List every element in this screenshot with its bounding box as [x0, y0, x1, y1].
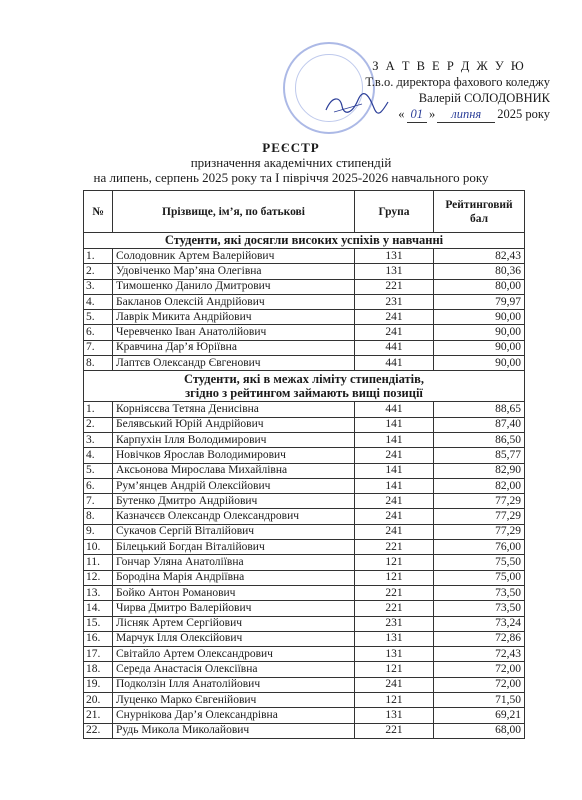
row-name: Кравчина Дар’я Юріївна	[113, 340, 355, 355]
table-row	[84, 708, 525, 723]
row-name: Бакланов Олексій Андрійович	[113, 294, 355, 309]
table-row	[84, 616, 525, 631]
table-row	[84, 294, 525, 309]
row-group: 121	[355, 555, 434, 570]
row-num: 2.	[84, 417, 113, 432]
row-name: Світайло Артем Олександрович	[113, 647, 355, 662]
row-score: 80,00	[434, 279, 525, 294]
row-group: 141	[355, 478, 434, 493]
table-row	[84, 601, 525, 616]
row-group: 131	[355, 647, 434, 662]
row-num: 18.	[84, 662, 113, 677]
row-score: 75,00	[434, 570, 525, 585]
table-row	[84, 524, 525, 539]
row-group: 241	[355, 524, 434, 539]
row-score: 86,50	[434, 432, 525, 447]
row-name: Казначєєв Олександр Олександрович	[113, 509, 355, 524]
row-name: Рудь Микола Миколайович	[113, 723, 355, 738]
row-group: 221	[355, 585, 434, 600]
section-row	[84, 233, 525, 249]
section-title-2-line-1: Студенти, які в межах ліміту стипендіатів,	[183, 372, 425, 387]
row-name: Тимошенко Данило Дмитрович	[113, 279, 355, 294]
row-score: 77,29	[434, 524, 525, 539]
row-score: 85,77	[434, 448, 525, 463]
row-score: 82,43	[434, 249, 525, 264]
document-header	[0, 140, 582, 185]
table-row	[84, 463, 525, 478]
row-group: 121	[355, 570, 434, 585]
date-year: 2025 року	[497, 107, 550, 121]
table-row	[84, 585, 525, 600]
row-num: 21.	[84, 708, 113, 723]
row-num: 6.	[84, 478, 113, 493]
table-row	[84, 279, 525, 294]
table-row	[84, 402, 525, 417]
row-num: 17.	[84, 647, 113, 662]
row-name: Марчук Ілля Олексійович	[113, 631, 355, 646]
table-row	[84, 310, 525, 325]
table-row	[84, 494, 525, 509]
row-score: 79,97	[434, 294, 525, 309]
row-group: 141	[355, 463, 434, 478]
col-header-group: Група	[355, 191, 434, 233]
row-name: Бутенко Дмитро Андрійович	[113, 494, 355, 509]
table-row	[84, 555, 525, 570]
row-score: 90,00	[434, 310, 525, 325]
row-name: Білецький Богдан Віталійович	[113, 540, 355, 555]
row-score: 72,00	[434, 677, 525, 692]
row-num: 1.	[84, 402, 113, 417]
table-row	[84, 693, 525, 708]
section-title-1: Студенти, які досягли високих успіхів у навчанні	[84, 233, 525, 249]
row-name: Бойко Антон Романович	[113, 585, 355, 600]
table-row	[84, 647, 525, 662]
row-score: 73,50	[434, 585, 525, 600]
row-group: 131	[355, 249, 434, 264]
row-group: 241	[355, 509, 434, 524]
row-group: 121	[355, 693, 434, 708]
row-num: 7.	[84, 340, 113, 355]
row-num: 19.	[84, 677, 113, 692]
table-row	[84, 249, 525, 264]
section-row	[84, 371, 525, 402]
row-num: 14.	[84, 601, 113, 616]
row-num: 3.	[84, 279, 113, 294]
row-num: 20.	[84, 693, 113, 708]
row-score: 69,21	[434, 708, 525, 723]
row-score: 72,00	[434, 662, 525, 677]
row-num: 22.	[84, 723, 113, 738]
approval-name: Валерій СОЛОДОВНИК	[418, 91, 550, 105]
row-group: 131	[355, 631, 434, 646]
row-group: 141	[355, 432, 434, 447]
row-name: Середа Анастасія Олексіївна	[113, 662, 355, 677]
table-row	[84, 509, 525, 524]
row-score: 76,00	[434, 540, 525, 555]
row-num: 8.	[84, 509, 113, 524]
row-score: 73,24	[434, 616, 525, 631]
row-group: 141	[355, 417, 434, 432]
row-name: Сукачов Сергій Віталійович	[113, 524, 355, 539]
document-title: РЕЄСТР	[262, 140, 320, 155]
table-row	[84, 662, 525, 677]
table-row	[84, 478, 525, 493]
row-num: 10.	[84, 540, 113, 555]
col-header-score: Рейтинговий бал	[434, 191, 525, 233]
row-score: 72,86	[434, 631, 525, 646]
row-num: 9.	[84, 524, 113, 539]
approval-date	[318, 106, 550, 123]
document-subtitle-2: на липень, серпень 2025 року та І півріччя 2025-2026 навчального року	[93, 170, 489, 185]
row-group: 221	[355, 279, 434, 294]
row-group: 221	[355, 540, 434, 555]
row-num: 3.	[84, 432, 113, 447]
row-num: 5.	[84, 463, 113, 478]
row-num: 12.	[84, 570, 113, 585]
row-score: 72,43	[434, 647, 525, 662]
table-row	[84, 631, 525, 646]
row-score: 75,50	[434, 555, 525, 570]
row-num: 8.	[84, 356, 113, 371]
document-subtitle-1: призначення академічних стипендій	[190, 155, 392, 170]
row-score: 87,40	[434, 417, 525, 432]
section-title-2	[84, 371, 525, 402]
table-row	[84, 325, 525, 340]
row-score: 90,00	[434, 325, 525, 340]
row-name: Чирва Дмитро Валерійович	[113, 601, 355, 616]
date-month: липня	[437, 106, 495, 123]
row-group: 121	[355, 662, 434, 677]
row-score: 88,65	[434, 402, 525, 417]
row-group: 441	[355, 356, 434, 371]
table-row	[84, 356, 525, 371]
row-name: Бородіна Марія Андріївна	[113, 570, 355, 585]
row-group: 231	[355, 616, 434, 631]
row-num: 5.	[84, 310, 113, 325]
row-score: 82,00	[434, 478, 525, 493]
row-score: 77,29	[434, 509, 525, 524]
date-open-quote: «	[398, 107, 405, 121]
row-name: Лаптєв Олександр Євгенович	[113, 356, 355, 371]
approval-block	[318, 58, 550, 123]
col-header-name: Прізвище, ім’я, по батькові	[113, 191, 355, 233]
row-group: 241	[355, 325, 434, 340]
row-num: 11.	[84, 555, 113, 570]
table-row	[84, 448, 525, 463]
row-group: 221	[355, 601, 434, 616]
row-group: 221	[355, 723, 434, 738]
section-title-2-line-2: згідно з рейтингом займають вищі позиції	[185, 386, 423, 401]
row-num: 7.	[84, 494, 113, 509]
row-name: Гончар Уляна Анатоліївна	[113, 555, 355, 570]
row-group: 241	[355, 494, 434, 509]
table-row	[84, 677, 525, 692]
row-name: Рум’янцев Андрій Олексійович	[113, 478, 355, 493]
row-score: 73,50	[434, 601, 525, 616]
row-group: 241	[355, 677, 434, 692]
table-row	[84, 340, 525, 355]
date-close-quote: »	[429, 107, 436, 121]
table-header-row	[84, 191, 525, 233]
row-group: 441	[355, 402, 434, 417]
table-row	[84, 540, 525, 555]
row-num: 13.	[84, 585, 113, 600]
row-name: Черевченко Іван Анатолійович	[113, 325, 355, 340]
row-num: 2.	[84, 264, 113, 279]
row-num: 6.	[84, 325, 113, 340]
table-row	[84, 723, 525, 738]
row-score: 80,36	[434, 264, 525, 279]
row-num: 1.	[84, 249, 113, 264]
row-group: 131	[355, 708, 434, 723]
row-group: 231	[355, 294, 434, 309]
table-row	[84, 432, 525, 447]
row-name: Корніясєва Тетяна Денисівна	[113, 402, 355, 417]
row-group: 441	[355, 340, 434, 355]
row-name: Аксьонова Мирослава Михайлівна	[113, 463, 355, 478]
row-group: 241	[355, 310, 434, 325]
row-name: Удовіченко Мар’яна Олегівна	[113, 264, 355, 279]
row-name: Новічков Ярослав Володимирович	[113, 448, 355, 463]
approval-title: З А Т В Е Р Д Ж У Ю	[372, 59, 526, 73]
row-score: 68,00	[434, 723, 525, 738]
table-row	[84, 417, 525, 432]
row-group: 241	[355, 448, 434, 463]
row-score: 90,00	[434, 356, 525, 371]
row-score: 71,50	[434, 693, 525, 708]
row-name: Луценко Марко Євгенійович	[113, 693, 355, 708]
row-name: Подколзін Ілля Анатолійович	[113, 677, 355, 692]
scholarship-table	[83, 190, 525, 739]
row-name: Белявський Юрій Андрійович	[113, 417, 355, 432]
row-name: Лаврік Микита Андрійович	[113, 310, 355, 325]
row-num: 4.	[84, 448, 113, 463]
row-name: Снурнікова Дар’я Олександрівна	[113, 708, 355, 723]
row-score: 90,00	[434, 340, 525, 355]
row-num: 16.	[84, 631, 113, 646]
row-name: Солодовник Артем Валерійович	[113, 249, 355, 264]
approval-position: Т.в.о. директора фахового коледжу	[365, 75, 550, 89]
row-score: 82,90	[434, 463, 525, 478]
row-num: 4.	[84, 294, 113, 309]
row-group: 131	[355, 264, 434, 279]
row-name: Карпухін Ілля Володимирович	[113, 432, 355, 447]
row-name: Лісняк Артем Сергійович	[113, 616, 355, 631]
row-score: 77,29	[434, 494, 525, 509]
table-row	[84, 570, 525, 585]
table-row	[84, 264, 525, 279]
col-header-num: №	[84, 191, 113, 233]
row-num: 15.	[84, 616, 113, 631]
date-day: 01	[407, 106, 428, 123]
